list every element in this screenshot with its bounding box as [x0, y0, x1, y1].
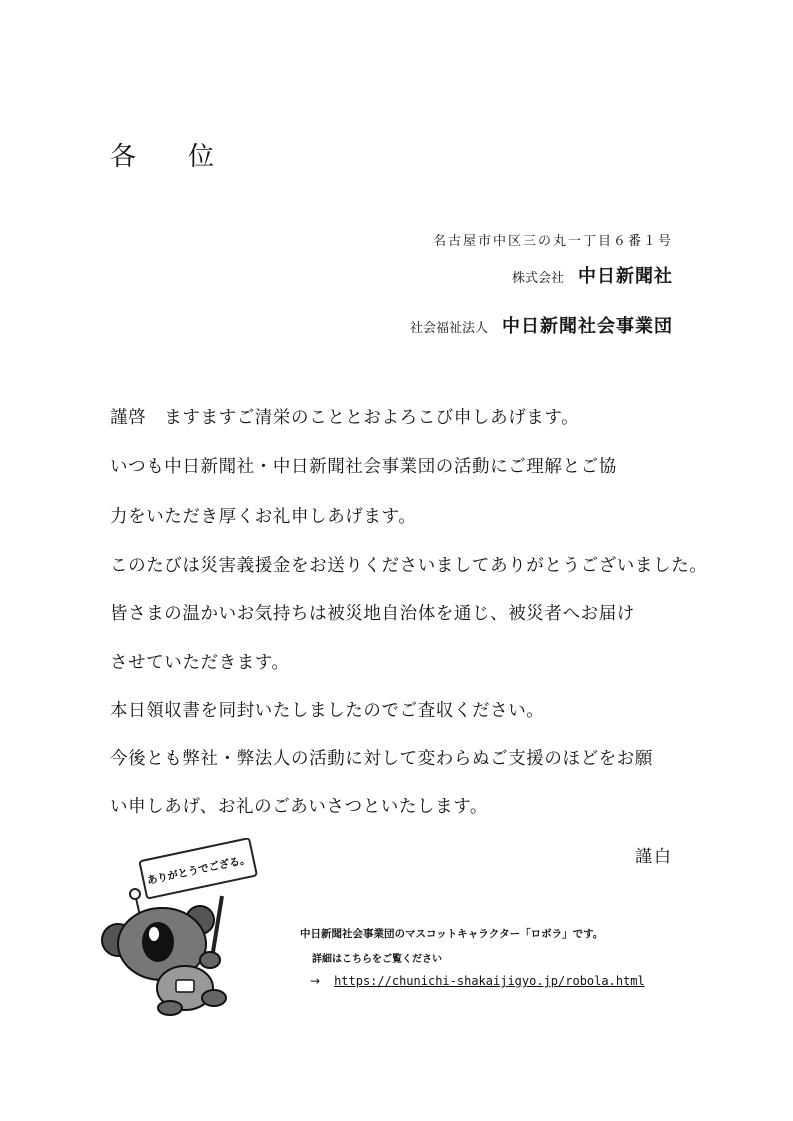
body-line-7: 本日領収書を同封いたしましたのでご査収ください。 [110, 701, 545, 721]
body-line-4: このたびは災害義援金をお送りくださいましてありがとうございました。 [110, 556, 708, 576]
company-row [512, 262, 673, 288]
mascot-sign-text: ありがとうでござる。 [145, 853, 252, 888]
greeting-heading: 各位 [110, 142, 267, 172]
body-line-5: 皆さまの温かいお気持ちは被災地自治体を通じ、被災者へお届け [110, 604, 635, 624]
body-line-6: させていただきます。 [110, 653, 290, 673]
foundation-name: 中日新聞社会事業団 [502, 316, 673, 337]
foundation-row [410, 312, 673, 338]
body-line-9: い申しあげ、お礼のごあいさつといたします。 [110, 797, 488, 817]
sender-address: 名古屋市中区三の丸一丁目６番１号 [432, 234, 673, 249]
arrow-right-icon: → [310, 974, 321, 988]
body-line-3: 力をいただき厚くお礼申しあげます。 [110, 507, 417, 527]
foundation-prefix: 社会福祉法人 [409, 321, 488, 336]
company-prefix: 株式会社 [511, 271, 564, 286]
body-line-8: 今後とも弊社・弊法人の活動に対して変わらぬご支援のほどをお願 [110, 749, 653, 769]
body-line-2: いつも中日新聞社・中日新聞社会事業団の活動にご理解とご協 [110, 457, 617, 477]
mascot-url-link[interactable]: https://chunichi-shakaijigyo.jp/robola.html [334, 974, 645, 988]
mascot-url-row [310, 974, 645, 988]
mascot-robola-illustration [100, 838, 275, 1018]
closing-word: 謹白 [635, 847, 673, 867]
mascot-detail-text: 詳細はこちらをご覧ください [312, 954, 442, 965]
company-name: 中日新聞社 [578, 266, 673, 287]
mascot-caption: 中日新聞社会事業団のマスコットキャラクター「ロボラ」です。 [300, 928, 604, 940]
body-line-1: 謹啓 ますますご清栄のこととおよろこび申しあげます。 [110, 408, 580, 428]
